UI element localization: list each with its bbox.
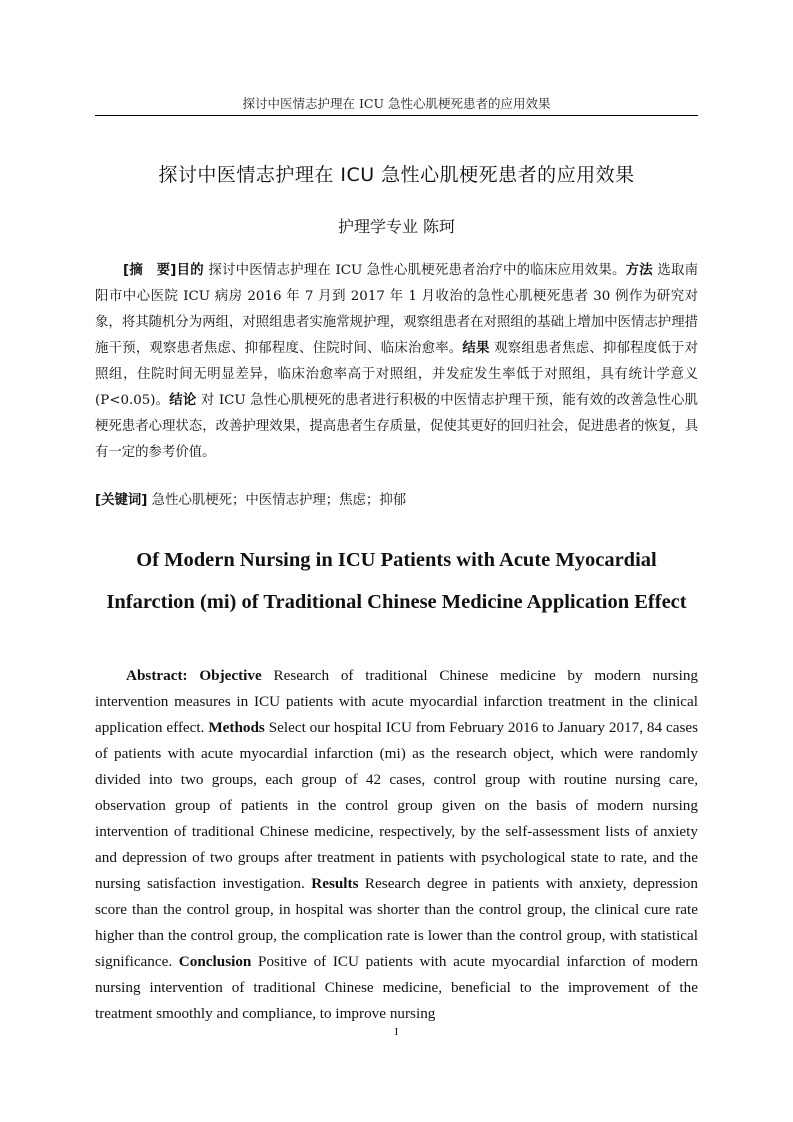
conclusion-text-cn: 对 ICU 急性心肌梗死的患者进行积极的中医情志护理干预，能有效的改善急性心肌梗死患者心理状态，改善护理效果，提高患者生存质量，促使其更好的回归社会，促进患者的恢复，具有一定的参考价值。 — [95, 393, 698, 460]
abstract-label-cn: [摘 要] — [123, 263, 177, 278]
objective-text-cn: 探讨中医情志护理在 ICU 急性心肌梗死患者治疗中的临床应用效果。 — [203, 263, 626, 278]
conclusion-label-cn: 结论 — [169, 393, 197, 408]
chinese-keywords — [95, 488, 698, 514]
methods-text-en: Select our hospital ICU from February 2016 to January 2017, 84 cases of patients with acute myocardial infarction (mi) as the research object, which were randomly divided into two groups, each group of 42 cases, control group with routine nursing care, observation group of patients in the control group given on the basis of modern nursing intervention of traditional Chinese medicine, respectively, by the self-assessment lists of anxiety and depression of two groups after treatment in patients with psychological state to rate, and the nursing satisfaction investigation. — [95, 719, 699, 892]
objective-text-en: Research of traditional Chinese medicine by modern nursing intervention measures in ICU patients with acute myocardial infarction treatment in the clinical application effect. — [95, 667, 699, 736]
methods-label-en: Methods — [208, 719, 265, 736]
objective-label-cn: 目的 — [176, 263, 204, 278]
results-text-en: Research degree in patients with anxiety, depression score than the control group, in hospital was shorter than the control group, the clinical cure rate higher than the control group, the complication rate is lower than the control group, with statistical significance. — [95, 875, 698, 970]
english-title: Of Modern Nursing in ICU Patients with Acute Myocardial Infarction (mi) of Traditional Chinese Medicine Application Effect — [106, 549, 687, 613]
objective-label-en: Objective — [199, 667, 262, 684]
methods-text-cn: 选取南阳市中心医院 ICU 病房 2016 年 7 月到 2017 年 1 月收治的急性心肌梗死患者 30 例作为研究对象，将其随机分为两组，对照组患者实施常规护理，观察组患者在对照组的基础上增加中医情志护理措施干预，观察患者焦虑、抑郁程度、住院时间、临床治愈率。 — [95, 263, 699, 356]
running-header: 探讨中医情志护理在 ICU 急性心肌梗死患者的应用效果 — [242, 96, 551, 111]
chinese-abstract — [95, 258, 698, 466]
conclusion-label-en: Conclusion — [178, 953, 252, 970]
keywords-label-cn: [关键词] — [95, 493, 148, 508]
abstract-label-en: Abstract: — [126, 667, 188, 684]
results-label-cn: 结果 — [462, 341, 490, 356]
author-line: 护理学专业 陈珂 — [337, 217, 456, 236]
results-text-cn: 观察组患者焦虑、抑郁程度低于对照组，住院时间无明显差异，临床治愈率高于对照组，并发症发生率低于对照组，具有统计学意义(P<0.05)。 — [95, 341, 698, 408]
results-label-en: Results — [311, 875, 359, 892]
english-abstract — [95, 663, 698, 1027]
page-number: I — [394, 1026, 399, 1038]
keywords-text-cn: 急性心肌梗死；中医情志护理；焦虑；抑郁 — [147, 493, 407, 508]
methods-label-cn: 方法 — [625, 263, 653, 278]
header-divider — [95, 115, 698, 116]
chinese-title: 探讨中医情志护理在 ICU 急性心肌梗死患者的应用效果 — [158, 164, 635, 186]
conclusion-text-en: Positive of ICU patients with acute myocardial infarction of modern nursing intervention of traditional Chinese medicine, beneficial to the improvement of the treatment smoothly and compliance, to improve nursing — [95, 953, 699, 1022]
